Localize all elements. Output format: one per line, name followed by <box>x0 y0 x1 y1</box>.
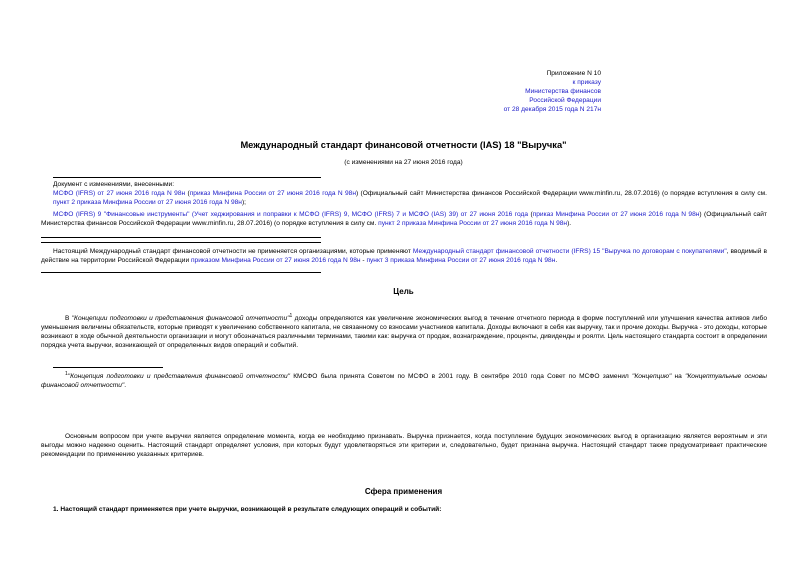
changes-block <box>53 181 767 208</box>
note-paragraph: Настоящий Международный стандарт финансовой отчетности не применяется организациями, которые применяют Международный стандарт финансовой отчетности (IFRS) 15 "Выручка по договорам с покупателями", вводимый в действие на территории Российской Федерации приказом Минфина России от 27 июня 2016 года N 98н - пункт 3 приказа Минфина России от 27 июня 2016 года N 98н. <box>41 248 767 264</box>
footnote: $^1$"Концепция подготовки и представления финансовой отчетности" КМСФО была принята Советом по МСФО в 2001 году. В сентябре 2010 года Совет по МСФО заменил "Концепцию" на "Концептуальные основы финансовой отчетности". <box>41 371 767 390</box>
appendix-number: Приложение N 10 <box>546 70 601 77</box>
divider <box>41 237 321 238</box>
appendix-date: от 28 декабря 2015 года N 217н <box>503 105 601 113</box>
note-link-point[interactable]: пункт 3 приказа Минфина России от 27 июня 2016 года N 98н <box>366 256 556 264</box>
change-link-point-2[interactable]: пункт 2 приказа Минфина России от 27 июня 2016 года N 98н <box>378 219 568 227</box>
change-item-1: МСФО (IFRS) от 27 июня 2016 года N 98н (приказ Минфина России от 27 июня 2016 года N 98н) (Официальный сайт Министерства финансов Российской Федерации www.minfin.ru, 28.07.2016) (о порядке вступления в силу см. пункт 2 приказа Минфина России от 27 июня 2016 года N 98н); <box>53 189 767 206</box>
note-link-order[interactable]: приказом Минфина России от 27 июня 2016 года N 98н <box>190 256 361 264</box>
page-title: Международный стандарт финансовой отчетности (IAS) 18 "Выручка" <box>240 140 567 150</box>
goal-paragraph: В "Концепции подготовки и представления финансовой отчетности"$^1$ доходы определяются как увеличение экономических выгод в течение отчетного периода в форме поступлений или улучшения качества активов либо уменьшения величины обязательств, которые приводят к увеличению собственного капитала, не связанному со взносами участников капитала. Доходы включают в себя как выручку, так и прочие доходы. Выручка - это доходы, которые возникают в ходе обычной деятельности организации и могут обозначаться различными терминами, такими как: выручка от продаж, вознаграждение, проценты, дивиденды и роялти. Цель настоящего стандарта состоит в определении порядка учета выручки, возникающей от определенных видов операций и событий. <box>41 313 767 349</box>
scope-item-1: 1. Настоящий стандарт применяется при учете выручки, возникающей в результате следующих операций и событий: <box>53 506 442 513</box>
divider <box>41 242 321 243</box>
divider <box>53 177 321 178</box>
change-link-point[interactable]: пункт 2 приказа Минфина России от 27 июня 2016 года N 98н <box>53 198 242 206</box>
appendix-country: Российской Федерации <box>529 96 601 104</box>
footnote-number: 1 <box>65 371 68 377</box>
page-subtitle: (с изменениями на 27 июня 2016 года) <box>344 159 463 166</box>
change-link-ifrs9[interactable]: МСФО (IFRS) 9 "Финансовые инструменты" (Учет хеджирования и поправки к МСФО (IFRS) 9, МСФО (IFRS) 7 и МСФО (IAS) 39) от 27 июня 2016 года <box>53 211 529 218</box>
main-paragraph: Основным вопросом при учете выручки является определение момента, когда ее необходимо признавать. Выручка признается, когда поступление будущих экономических выгод в организацию является вероятным и эти выгоды можно надежно оценить. Настоящий стандарт определяет условия, при которых будут удовлетворяться эти критерии и, следовательно, будет признана выручка. Настоящий стандарт также предусматривает практические рекомендации по применению указанных критериев. <box>41 433 767 458</box>
section-heading-goal: Цель <box>393 287 414 296</box>
footnote-ref[interactable]: 1 <box>289 313 293 319</box>
change-link-ifrs[interactable]: МСФО (IFRS) от 27 июня 2016 года N 98н <box>53 189 186 197</box>
section-heading-scope: Сфера применения <box>364 487 443 496</box>
changes-intro: Документ с изменениями, внесенными: <box>53 181 175 188</box>
divider <box>41 272 321 273</box>
note-link-ifrs15[interactable]: Международный стандарт финансовой отчетности (IFRS) 15 "Выручка по договорам с покупателями" <box>412 248 727 255</box>
change-link-order-2[interactable]: приказ Минфина России от 27 июня 2016 года N 98н <box>532 211 700 218</box>
appendix-order: к приказу <box>572 78 601 86</box>
appendix-block <box>401 70 601 114</box>
change-link-order[interactable]: приказ Минфина России от 27 июня 2016 года N 98н <box>189 189 356 197</box>
divider <box>53 367 163 368</box>
appendix-ministry: Министерства финансов <box>525 87 601 95</box>
change-item-2: МСФО (IFRS) 9 "Финансовые инструменты" (Учет хеджирования и поправки к МСФО (IFRS) 9, МСФО (IFRS) 7 и МСФО (IAS) 39) от 27 июня 2016 года (приказ Минфина России от 27 июня 2016 года N 98н) (Официальный сайт Министерства финансов Российской Федерации www.minfin.ru, 28.07.2016) (о порядке вступления в силу см. пункт 2 приказа Минфина России от 27 июня 2016 года N 98н). <box>41 211 768 227</box>
